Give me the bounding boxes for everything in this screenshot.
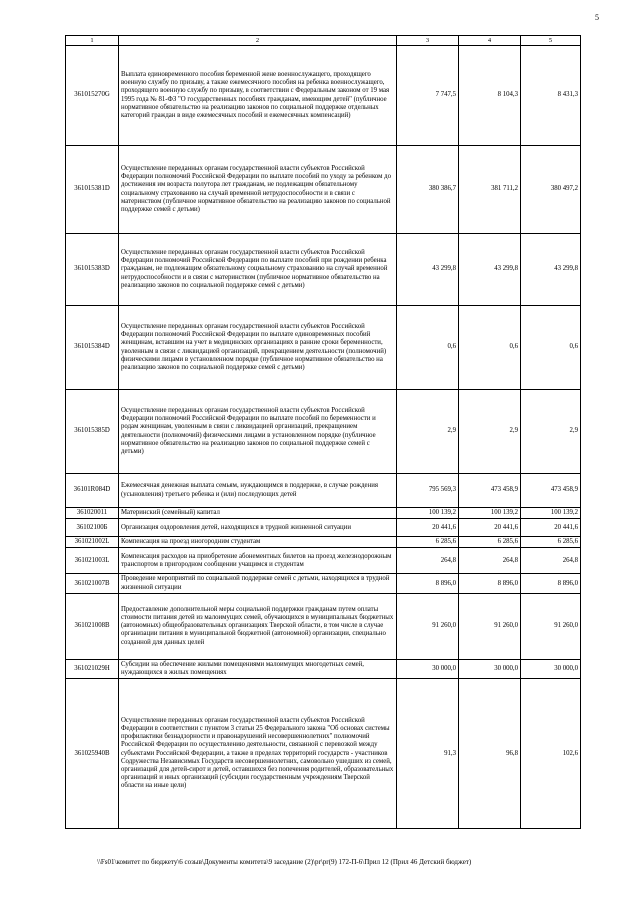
value-cell-col3: 91,3 (397, 679, 459, 829)
value-cell-col5: 8 896,0 (521, 574, 581, 593)
value-cell-col3: 380 386,7 (397, 146, 459, 234)
value-cell-col3: 2,9 (397, 390, 459, 474)
header-cell: 3 (397, 36, 459, 46)
budget-code-cell: 361021029Н (66, 659, 119, 678)
value-cell-col4: 20 441,6 (459, 519, 521, 537)
header-cell: 2 (119, 36, 397, 46)
description-cell: Осуществление переданных органам государственной власти субъектов Российской Федерации полномочий Российской Федерации по выплате пособий по беременности и родам женщинам, уволенным в связи с ликвидацией организаций, прекращением деятельности (полномочий) физическими лицами в установленном порядке (публичное нормативное обязательство на реализацию законов по социальной поддержке семей с детьми) (119, 390, 397, 474)
value-cell-col4: 8 104,3 (459, 46, 521, 146)
header-cell: 4 (459, 36, 521, 46)
value-cell-col4: 30 000,0 (459, 659, 521, 678)
budget-code-cell: 361021008В (66, 593, 119, 659)
value-cell-col3: 20 441,6 (397, 519, 459, 537)
value-cell-col5: 43 299,8 (521, 234, 581, 306)
value-cell-col5: 264,8 (521, 548, 581, 574)
table-row (66, 537, 581, 548)
value-cell-col3: 100 139,2 (397, 508, 459, 519)
description-cell: Компенсация на проезд иногородним студентам (119, 537, 397, 548)
description-cell: Субсидии на обеспечение жилыми помещениями малоимущих многодетных семей, нуждающихся в жилых помещениях (119, 659, 397, 678)
value-cell-col4: 0,6 (459, 306, 521, 390)
table-row (66, 659, 581, 678)
value-cell-col5: 30 000,0 (521, 659, 581, 678)
value-cell-col4: 100 139,2 (459, 508, 521, 519)
budget-code-cell: 361015384D (66, 306, 119, 390)
budget-code-cell: 361021002L (66, 537, 119, 548)
description-cell: Компенсация расходов на приобретение абонементных билетов на проезд железнодорожным транспортом в пригородном сообщении учащимся и студентам (119, 548, 397, 574)
value-cell-col3: 6 285,6 (397, 537, 459, 548)
budget-code-cell: 361020011 (66, 508, 119, 519)
description-cell: Осуществление переданных органам государственной власти субъектов Российской Федерации полномочий Российской Федерации по выплате пособий по уходу за ребенком до достижения им возраста полутора лет гражданам, не подлежащим обязательному социальному страхованию на случай временной нетрудоспособности и в связи с материнством (публичное нормативное обязательство на реализацию законов по социальной поддержке семей с детьми) (119, 146, 397, 234)
budget-code-cell: 361015383D (66, 234, 119, 306)
table-row (66, 548, 581, 574)
budget-code-cell: 361015381D (66, 146, 119, 234)
value-cell-col4: 91 260,0 (459, 593, 521, 659)
description-cell: Предоставление дополнительной меры социальной поддержки гражданам путем оплаты стоимости питания детей из малоимущих семей, обучающихся в муниципальных бюджетных (автономных) общеобразовательных организациях Тверской области, в том числе в случае организации питания в муниципальной бюджетной (автономной) организации, специально созданной для данных целей (119, 593, 397, 659)
value-cell-col5: 473 458,9 (521, 474, 581, 508)
value-cell-col4: 381 711,2 (459, 146, 521, 234)
budget-code-cell: 361015270G (66, 46, 119, 146)
budget-table (65, 35, 581, 829)
table-row (66, 593, 581, 659)
value-cell-col5: 380 497,2 (521, 146, 581, 234)
description-cell: Выплата единовременного пособия беременной жене военнослужащего, проходящего военную службу по призыву, а также ежемесячного пособия на ребенка военнослужащего, проходящего военную службу по призыву, в соответствии с Федеральным законом от 19 мая 1995 года № 81-ФЗ "О государственных пособиях гражданам, имеющим детей" (публичное нормативное обязательство на реализацию законов по социальной поддержке отдельных категорий граждан в виде ежемесячных пособий и ежемесячных компенсаций) (119, 46, 397, 146)
value-cell-col3: 30 000,0 (397, 659, 459, 678)
header-cell: 1 (66, 36, 119, 46)
table-row (66, 574, 581, 593)
value-cell-col4: 473 458,9 (459, 474, 521, 508)
page-number: 5 (595, 13, 599, 22)
value-cell-col3: 7 747,5 (397, 46, 459, 146)
budget-code-cell: 36101R084D (66, 474, 119, 508)
value-cell-col4: 264,8 (459, 548, 521, 574)
table-row (66, 519, 581, 537)
value-cell-col3: 795 569,3 (397, 474, 459, 508)
value-cell-col5: 102,6 (521, 679, 581, 829)
value-cell-col3: 8 896,0 (397, 574, 459, 593)
header-cell: 5 (521, 36, 581, 46)
value-cell-col5: 6 285,6 (521, 537, 581, 548)
description-cell: Осуществление переданных органам государственной власти субъектов Российской Федерации полномочий Российской Федерации по выплате единовременных пособий женщинам, вставшим на учет в медицинских организациях в ранние сроки беременности, уволенным в связи с ликвидацией организаций, прекращением деятельности (полномочий) физическими лицами в установленном порядке (публичное нормативное обязательство на реализацию законов по социальной поддержке семей с детьми) (119, 306, 397, 390)
table-row (66, 679, 581, 829)
table-row (66, 234, 581, 306)
value-cell-col3: 43 299,8 (397, 234, 459, 306)
value-cell-col4: 96,8 (459, 679, 521, 829)
table-row (66, 474, 581, 508)
description-cell: Материнский (семейный) капитал (119, 508, 397, 519)
table-row (66, 46, 581, 146)
description-cell: Проведение мероприятий по социальной поддержке семей с детьми, находящихся в трудной жизненной ситуации (119, 574, 397, 593)
budget-code-cell: 361025940В (66, 679, 119, 829)
value-cell-col5: 91 260,0 (521, 593, 581, 659)
value-cell-col3: 91 260,0 (397, 593, 459, 659)
table-row (66, 508, 581, 519)
table-header-row (66, 36, 581, 46)
value-cell-col3: 0,6 (397, 306, 459, 390)
value-cell-col5: 100 139,2 (521, 508, 581, 519)
value-cell-col5: 20 441,6 (521, 519, 581, 537)
value-cell-col4: 8 896,0 (459, 574, 521, 593)
value-cell-col5: 2,9 (521, 390, 581, 474)
value-cell-col3: 264,8 (397, 548, 459, 574)
table-row (66, 146, 581, 234)
table-row (66, 306, 581, 390)
description-cell: Осуществление переданных органам государственной власти субъектов Российской Федерации полномочий Российской Федерации по выплате пособий при рождении ребенка гражданам, не подлежащим обязательному социальному страхованию на случай временной нетрудоспособности и в связи с материнством (публичное нормативное обязательство на реализацию законов по социальной поддержке семей с детьми) (119, 234, 397, 306)
budget-code-cell: 36102100Б (66, 519, 119, 537)
description-cell: Ежемесячная денежная выплата семьям, нуждающимся в поддержке, в случае рождения (усыновления) третьего ребенка и (или) последующих детей (119, 474, 397, 508)
value-cell-col4: 6 285,6 (459, 537, 521, 548)
file-path-footer: \\Fs01\комитет по бюджету\6 созыв\Документы комитета\9 заседание (2)\pr\pr(9) 172-П-6\Прил 12 (Прил 46 Детский бюджет) (97, 858, 472, 866)
budget-code-cell: 361015385D (66, 390, 119, 474)
value-cell-col5: 0,6 (521, 306, 581, 390)
value-cell-col4: 43 299,8 (459, 234, 521, 306)
description-cell: Осуществление переданных органам государственной власти субъектов Российской Федерации в соответствии с пунктом 3 статьи 25 Федерального закона "Об основах системы профилактики безнадзорности и правонарушений несовершеннолетних" полномочий Российской Федерации по осуществлению деятельности, связанной с перевозкой между субъектами Российской Федерации, а также в пределах территорий государств - участников Содружества Независимых Государств несовершеннолетних, самовольно ушедших из семей, организаций для детей-сирот и детей, оставшихся без попечения родителей, образовательных организаций и иных организаций (субсидии государственным учреждениям Тверской области на иные цели) (119, 679, 397, 829)
value-cell-col4: 2,9 (459, 390, 521, 474)
value-cell-col5: 8 431,3 (521, 46, 581, 146)
budget-code-cell: 361021003L (66, 548, 119, 574)
budget-code-cell: 361021007В (66, 574, 119, 593)
table-row (66, 390, 581, 474)
description-cell: Организация оздоровления детей, находящихся в трудной жизненной ситуации (119, 519, 397, 537)
